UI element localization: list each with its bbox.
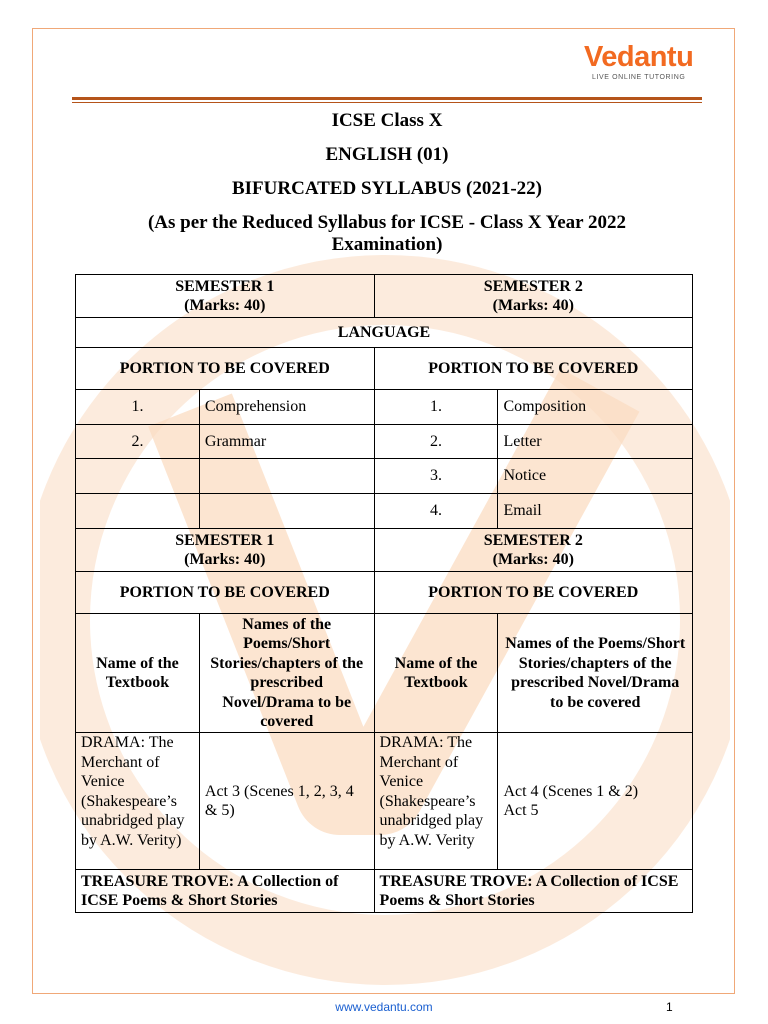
topic-cell: Composition xyxy=(498,390,693,425)
language-heading: LANGUAGE xyxy=(76,318,693,348)
syllabus-table xyxy=(75,274,693,913)
syllabus-title: BIFURCATED SYLLABUS (2021-22) xyxy=(231,178,542,199)
table-row xyxy=(76,390,693,425)
drama-textbook-sem1: DRAMA: The Merchant of Venice (Shakespeare’s unabridged play by A.W. Verity) xyxy=(76,733,200,870)
vedantu-logo[interactable] xyxy=(584,40,704,90)
treasure-trove-sem2: TREASURE TROVE: A Collection of ICSE Poems & Short Stories xyxy=(374,870,692,913)
portion-heading-sem1-lit: PORTION TO BE COVERED xyxy=(76,572,375,614)
drama-textbook-sem2: DRAMA: The Merchant of Venice (Shakespeare’s unabridged play by A.W. Verity xyxy=(374,733,498,870)
sem1-header xyxy=(76,275,375,318)
row-number: 2. xyxy=(76,425,200,459)
page-number: 1 xyxy=(666,1000,673,1014)
textbook-column-header: Name of the Textbook xyxy=(76,614,200,733)
table-row xyxy=(76,494,693,529)
sem1-marks: (Marks: 40) xyxy=(184,551,266,568)
names-column-header: Names of the Poems/Short Stories/chapters of the prescribed Novel/Drama to be covered xyxy=(199,614,374,733)
logo-brand: Vedantu xyxy=(584,41,694,73)
sem1-header-lit xyxy=(76,529,375,572)
portion-heading-sem2: PORTION TO BE COVERED xyxy=(374,348,692,390)
website-link-text[interactable]: www.vedantu.com xyxy=(335,1000,433,1014)
textbook-column-header: Name of the Textbook xyxy=(374,614,498,733)
table-row xyxy=(76,425,693,459)
website-link[interactable] xyxy=(0,1000,768,1014)
header-rule-thin xyxy=(72,102,702,103)
sem2-header xyxy=(374,275,692,318)
portion-heading-sem2-lit: PORTION TO BE COVERED xyxy=(374,572,692,614)
row-number: 1. xyxy=(374,390,498,425)
row-number xyxy=(76,494,200,529)
row-number: 2. xyxy=(374,425,498,459)
sem2-marks: (Marks: 40) xyxy=(492,551,574,568)
acts-sem1: Act 3 (Scenes 1, 2, 3, 4 & 5) xyxy=(199,733,374,870)
row-number: 3. xyxy=(374,459,498,494)
acts-sem2-line2: Act 5 xyxy=(503,802,539,819)
class-title: ICSE Class X xyxy=(331,110,443,131)
topic-cell: Letter xyxy=(498,425,693,459)
sem2-title: SEMESTER 2 xyxy=(483,531,583,549)
sem2-header-lit xyxy=(374,529,692,572)
subject-title: ENGLISH (01) xyxy=(325,144,449,165)
syllabus-note: (As per the Reduced Syllabus for ICSE - Class X Year 2022 Examination) xyxy=(147,212,627,255)
table-row xyxy=(76,459,693,494)
title-block xyxy=(72,106,702,256)
topic-cell: Grammar xyxy=(199,425,374,459)
sem1-title: SEMESTER 1 xyxy=(175,277,275,295)
acts-sem2 xyxy=(498,733,693,870)
sem2-marks: (Marks: 40) xyxy=(492,297,574,314)
row-number: 1. xyxy=(76,390,200,425)
acts-sem2-line1: Act 4 (Scenes 1 & 2) xyxy=(503,782,639,800)
sem1-marks: (Marks: 40) xyxy=(184,297,266,314)
logo-tagline: LIVE ONLINE TUTORING xyxy=(592,74,686,81)
topic-cell: Email xyxy=(498,494,693,529)
sem2-title: SEMESTER 2 xyxy=(483,277,583,295)
treasure-trove-sem1: TREASURE TROVE: A Collection of ICSE Poems & Short Stories xyxy=(76,870,375,913)
header-rule xyxy=(72,97,702,100)
topic-cell: Notice xyxy=(498,459,693,494)
sem1-title: SEMESTER 1 xyxy=(175,531,275,549)
row-number: 4. xyxy=(374,494,498,529)
portion-heading-sem1: PORTION TO BE COVERED xyxy=(76,348,375,390)
topic-cell xyxy=(199,459,374,494)
row-number xyxy=(76,459,200,494)
topic-cell: Comprehension xyxy=(199,390,374,425)
names-column-header: Names of the Poems/Short Stories/chapters of the prescribed Novel/Drama to be covered xyxy=(498,614,693,733)
topic-cell xyxy=(199,494,374,529)
